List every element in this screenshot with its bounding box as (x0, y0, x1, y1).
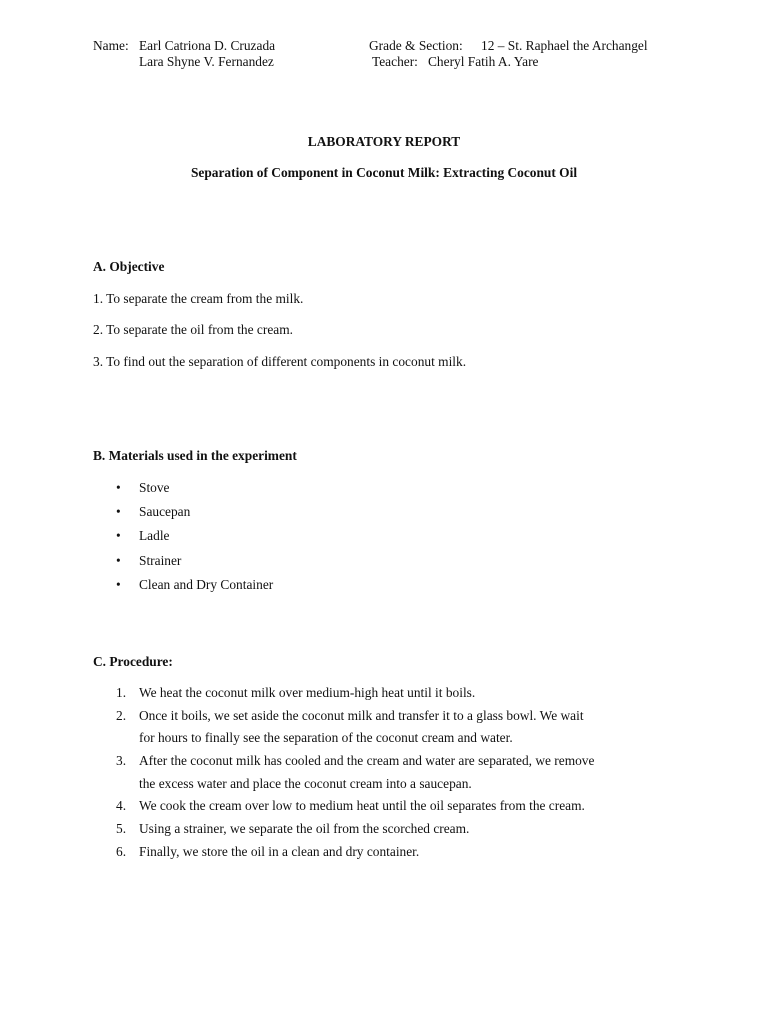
objective-item: 3. To find out the separation of different components in coconut milk. (93, 354, 467, 369)
objective-item: 1. To separate the cream from the milk. (93, 291, 304, 306)
step-text: Finally, we store the oil in a clean and dry container. (139, 844, 420, 859)
bullet-icon: • (116, 528, 121, 543)
step-text: for hours to finally see the separation of the coconut cream and water. (139, 730, 513, 745)
material-label: Saucepan (139, 504, 191, 519)
step-text: We cook the cream over low to medium heat until the oil separates from the cream. (139, 798, 585, 813)
teacher-label: Teacher: (372, 54, 418, 69)
student-name-1: Earl Catriona D. Cruzada (139, 38, 276, 53)
step-text: We heat the coconut milk over medium-high heat until it boils. (139, 685, 476, 700)
grade-section-label: Grade & Section: (369, 38, 463, 53)
bullet-icon: • (116, 504, 121, 519)
step-number: 3. (116, 753, 127, 768)
bullet-icon: • (116, 553, 121, 568)
report-title: LABORATORY REPORT (307, 134, 461, 149)
step-number: 4. (116, 798, 127, 813)
step-number: 1. (116, 685, 127, 700)
material-label: Clean and Dry Container (139, 577, 274, 592)
report-subtitle: Separation of Component in Coconut Milk: Extracting Coconut Oil (190, 165, 578, 180)
step-number: 6. (116, 844, 127, 859)
student-name-2: Lara Shyne V. Fernandez (139, 54, 274, 69)
step-text: Once it boils, we set aside the coconut milk and transfer it to a glass bowl. We wait (139, 708, 584, 723)
material-label: Stove (139, 480, 170, 495)
grade-section-value: 12 – St. Raphael the Archangel (481, 38, 648, 53)
step-text: the excess water and place the coconut cream into a saucepan. (139, 776, 472, 791)
step-number: 2. (116, 708, 127, 723)
step-text: After the coconut milk has cooled and the cream and water are separated, we remove (139, 753, 595, 768)
bullet-icon: • (116, 577, 121, 592)
objective-item: 2. To separate the oil from the cream. (93, 322, 293, 337)
teacher-value: Cheryl Fatih A. Yare (428, 54, 539, 69)
step-text: Using a strainer, we separate the oil from the scorched cream. (139, 821, 470, 836)
procedure-heading: C. Procedure: (93, 654, 173, 669)
bullet-icon: • (116, 480, 121, 495)
material-label: Ladle (139, 528, 170, 543)
name-label: Name: (93, 38, 129, 53)
material-label: Strainer (139, 553, 182, 568)
step-number: 5. (116, 821, 127, 836)
materials-heading: B. Materials used in the experiment (93, 448, 297, 463)
objective-heading: A. Objective (93, 259, 165, 274)
